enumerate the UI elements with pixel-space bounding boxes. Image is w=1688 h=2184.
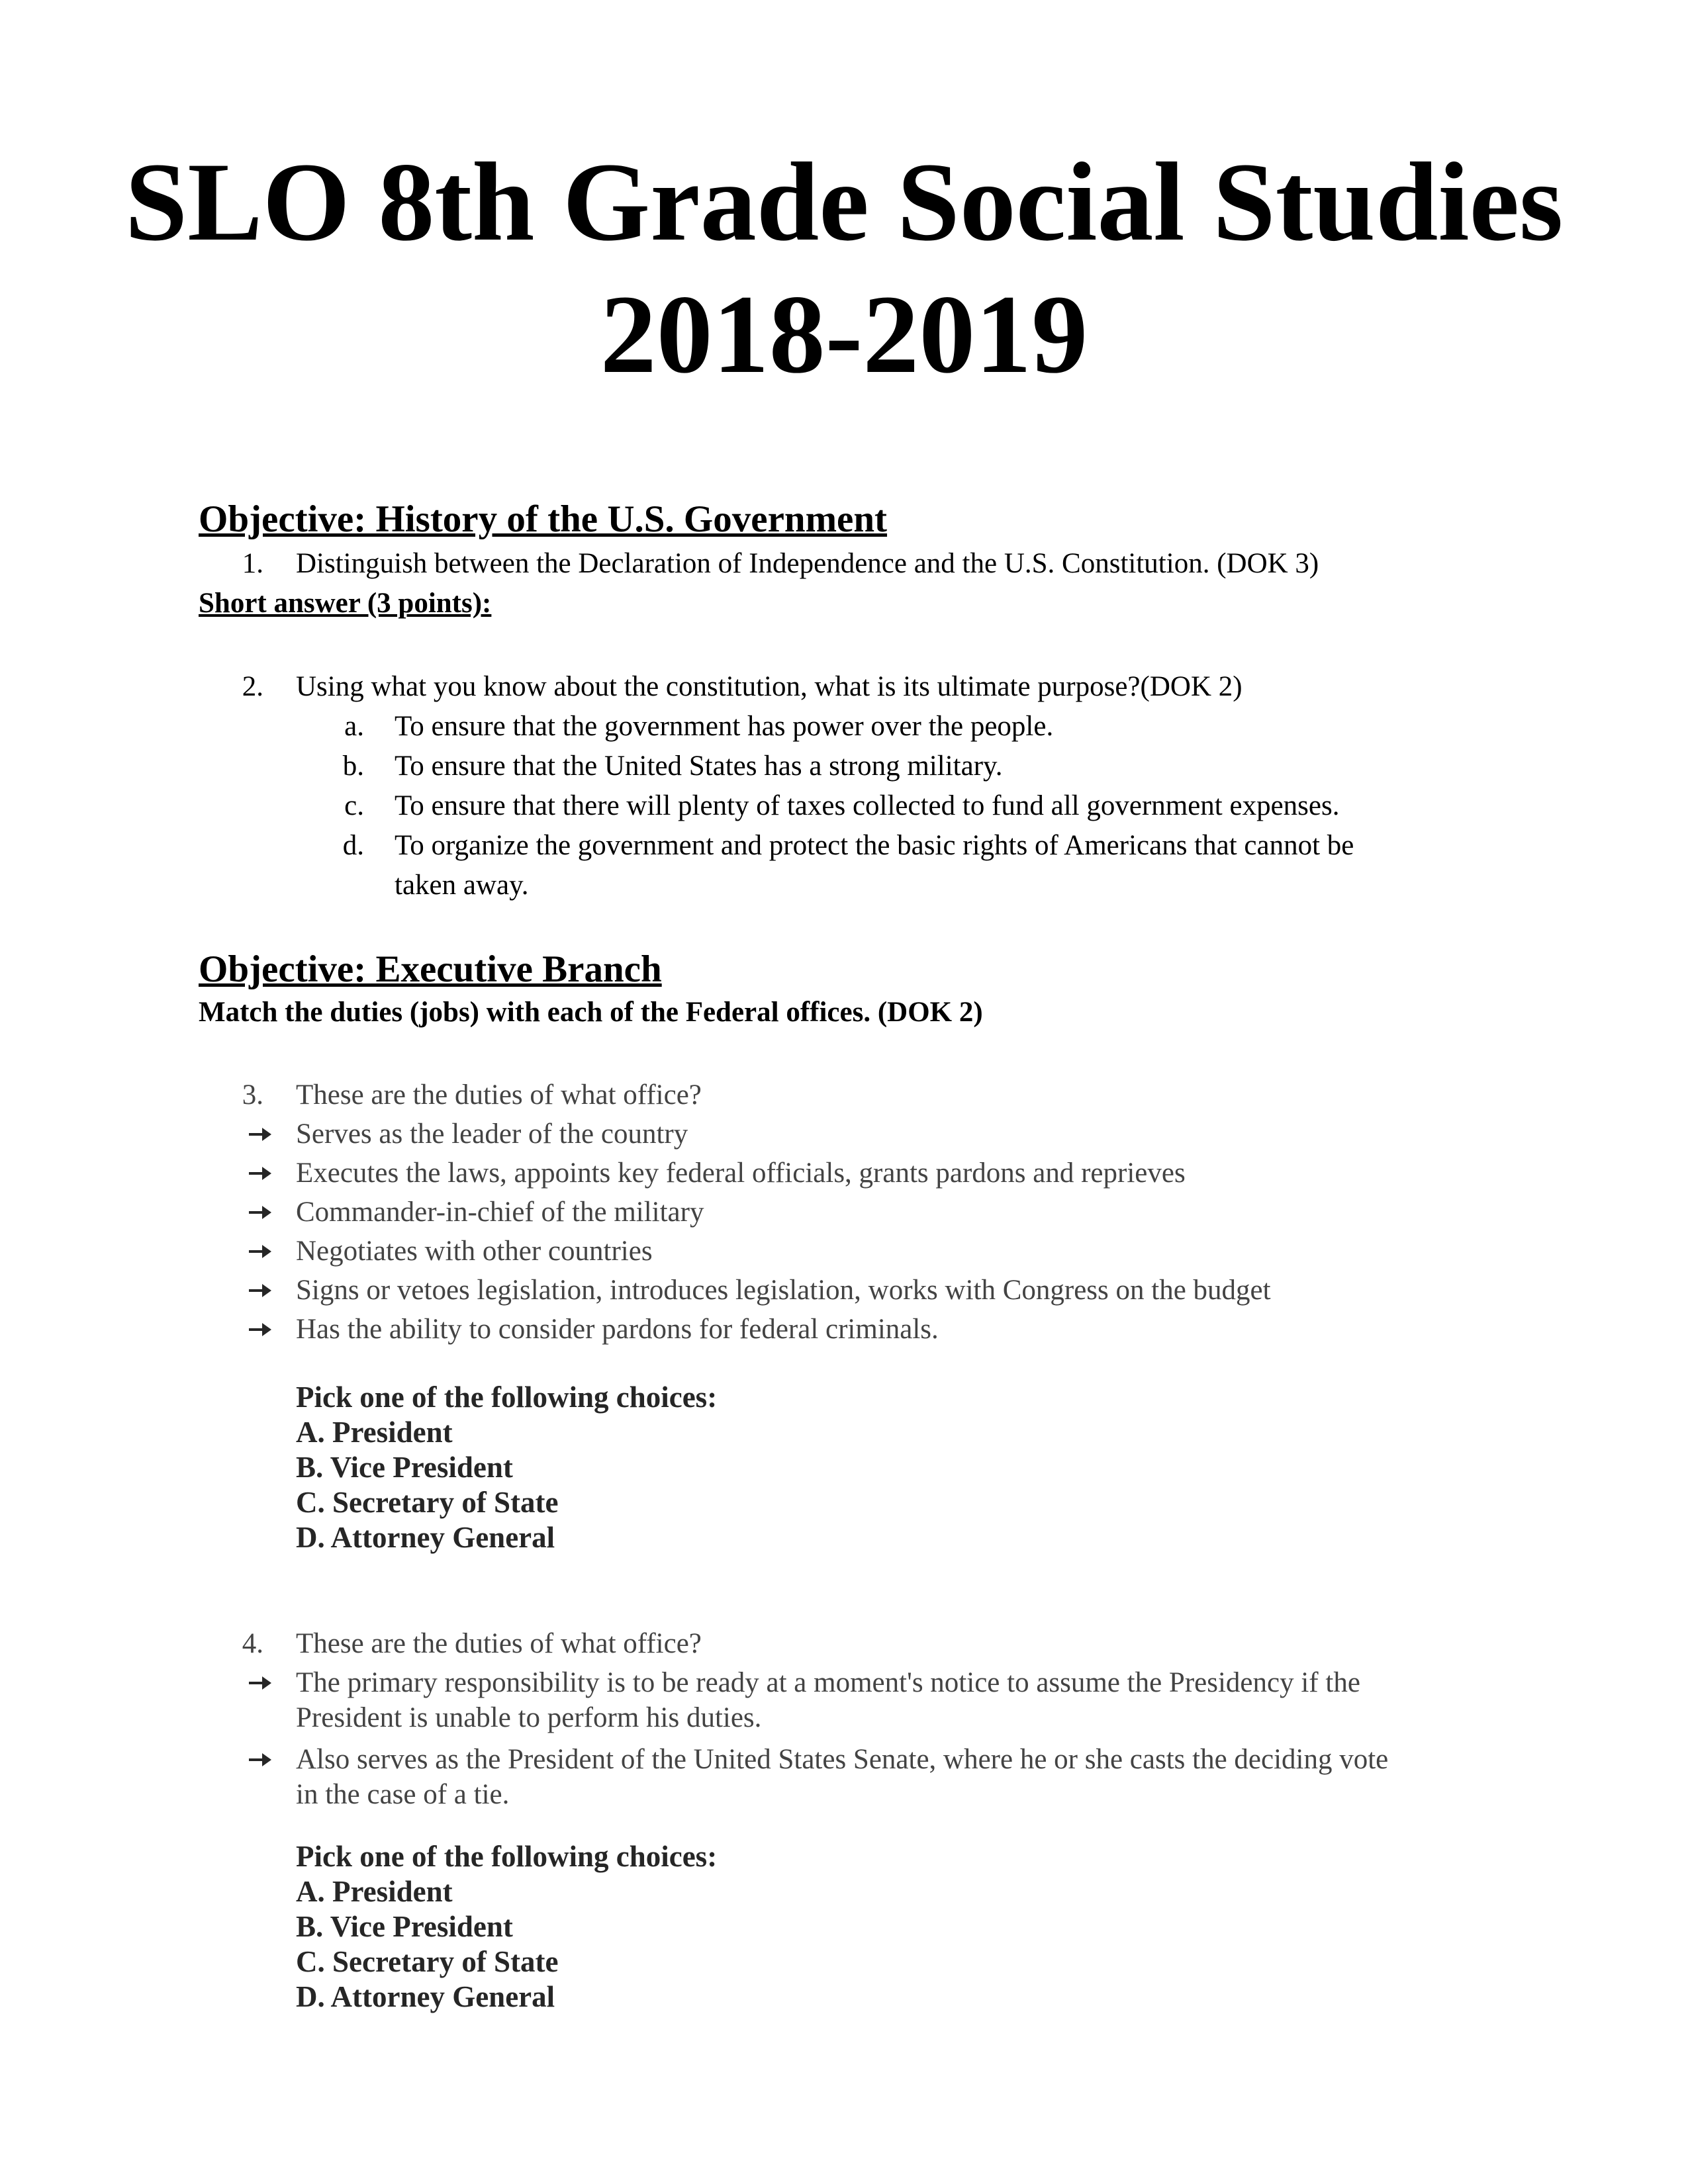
- choice-d: D. Attorney General: [296, 1521, 555, 1554]
- question-number: 2.: [242, 671, 263, 702]
- duty-text-continuation: President is unable to perform his duties.: [296, 1702, 762, 1733]
- right-arrow-icon: [246, 1198, 275, 1227]
- question-text: These are the duties of what office?: [296, 1628, 702, 1659]
- choices-block-q4: [296, 1839, 717, 2015]
- duty-text: Negotiates with other countries: [296, 1236, 653, 1267]
- duty-text: Commander-in-chief of the military: [296, 1197, 704, 1228]
- option-text: To ensure that the United States has a strong military.: [395, 751, 1003, 782]
- duty-text: Signs or vetoes legislation, introduces legislation, works with Congress on the budget: [296, 1275, 1271, 1306]
- duty-text: Serves as the leader of the country: [296, 1118, 688, 1150]
- right-arrow-icon: [246, 1745, 275, 1774]
- duty-text: Executes the laws, appoints key federal officials, grants pardons and reprieves: [296, 1158, 1186, 1189]
- duty-text-continuation: in the case of a tie.: [296, 1779, 510, 1810]
- option-letter: b.: [342, 751, 364, 782]
- option-text: To ensure that the government has power over the people.: [395, 711, 1054, 742]
- choice-c: C. Secretary of State: [296, 1486, 559, 1519]
- option-text: To organize the government and protect the basic rights of Americans that cannot be: [395, 830, 1354, 861]
- choices-label: Pick one of the following choices:: [296, 1840, 718, 1873]
- option-text: To ensure that there will plenty of taxes collected to fund all government expenses.: [395, 790, 1340, 821]
- choice-d: D. Attorney General: [296, 1980, 555, 2013]
- option-text-continuation: taken away.: [395, 870, 529, 901]
- choice-a: A. President: [296, 1416, 453, 1449]
- page-title-line-2: 2018-2019: [600, 272, 1088, 396]
- section-heading-executive: Objective: Executive Branch: [199, 948, 662, 990]
- choices-label: Pick one of the following choices:: [296, 1381, 718, 1414]
- question-text: Using what you know about the constitution, what is its ultimate purpose?(DOK 2): [296, 671, 1243, 702]
- question-number: 4.: [242, 1628, 263, 1659]
- right-arrow-icon: [246, 1668, 275, 1698]
- short-answer-label: Short answer (3 points):: [199, 588, 492, 619]
- duty-text: Has the ability to consider pardons for federal criminals.: [296, 1314, 939, 1345]
- choice-b: B. Vice President: [296, 1451, 513, 1484]
- duty-text: The primary responsibility is to be ready at a moment's notice to assume the Presidency if the: [296, 1667, 1360, 1698]
- choice-c: C. Secretary of State: [296, 1945, 559, 1978]
- choices-block-q3: [296, 1380, 717, 1555]
- option-letter: a.: [344, 711, 364, 742]
- matching-instruction: Match the duties (jobs) with each of the Federal offices. (DOK 2): [199, 997, 983, 1028]
- question-text: These are the duties of what office?: [296, 1079, 702, 1111]
- question-number: 3.: [242, 1079, 263, 1111]
- choice-b: B. Vice President: [296, 1910, 513, 1943]
- right-arrow-icon: [246, 1159, 275, 1188]
- option-letter: c.: [344, 790, 364, 821]
- right-arrow-icon: [246, 1276, 275, 1305]
- question-text: Distinguish between the Declaration of Independence and the U.S. Constitution. (DOK 3): [296, 548, 1319, 579]
- question-number: 1.: [242, 548, 263, 579]
- choice-a: A. President: [296, 1875, 453, 1908]
- duty-text: Also serves as the President of the United States Senate, where he or she casts the deciding vote: [296, 1744, 1389, 1775]
- right-arrow-icon: [246, 1315, 275, 1344]
- section-heading-history: Objective: History of the U.S. Government: [199, 498, 888, 540]
- right-arrow-icon: [246, 1120, 275, 1149]
- page-title-line-1: SLO 8th Grade Social Studies: [124, 140, 1564, 264]
- option-letter: d.: [342, 830, 364, 861]
- right-arrow-icon: [246, 1237, 275, 1266]
